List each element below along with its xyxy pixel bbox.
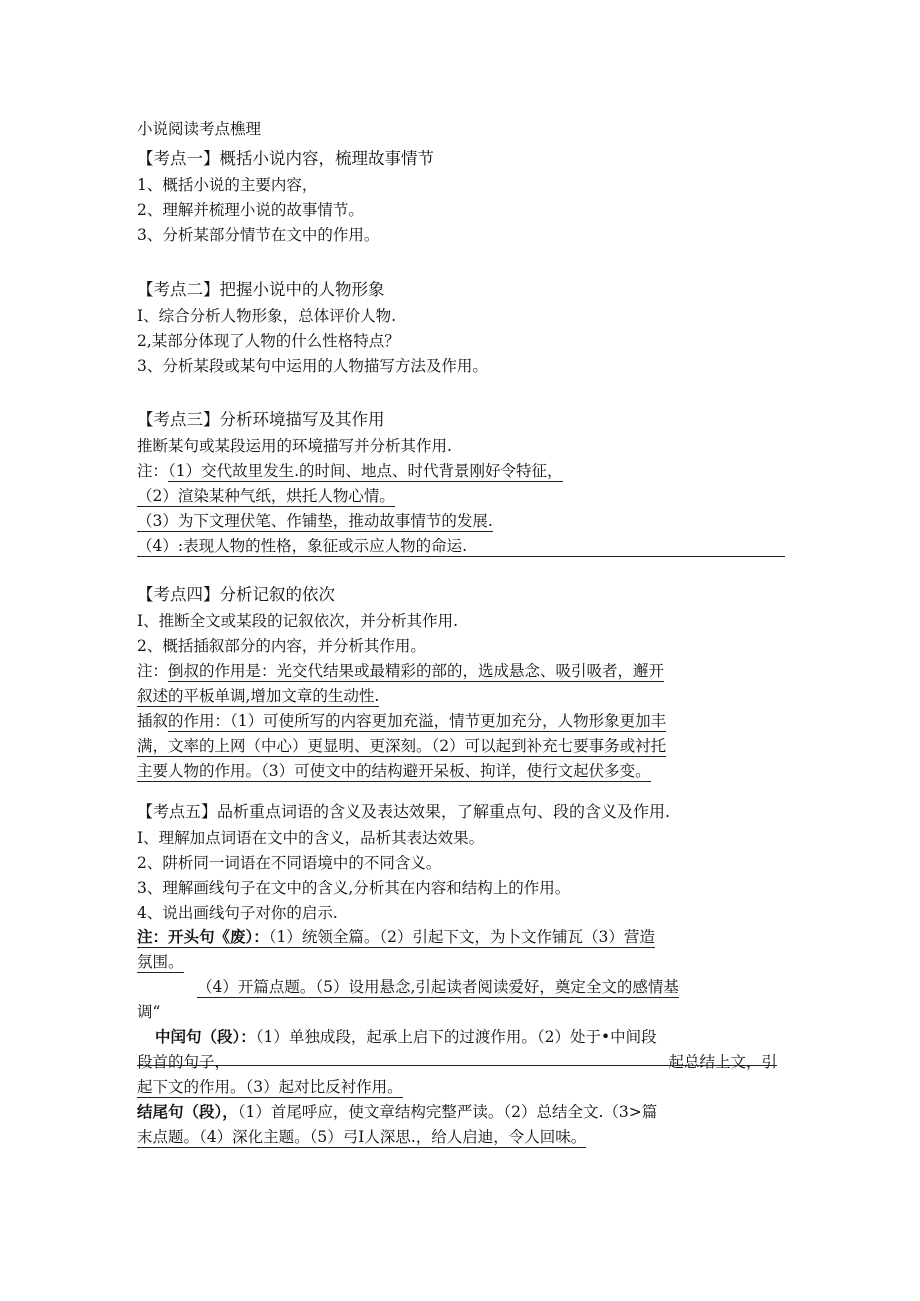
- opening-note-2: [137, 951, 184, 973]
- ending-text: 末点题。（4）深化主题。（5）弓I人深思.，给人启迪，令人回味。: [137, 1128, 587, 1146]
- ending-label: 结尾句（段），: [137, 1103, 238, 1121]
- section-4-insert-3: [137, 760, 651, 782]
- opening-text: （4）开篇点题。（5）设用悬念,引起读者阅读爱好，奠定全文的感情基: [197, 978, 679, 996]
- divider-line: [137, 1065, 777, 1066]
- section-1-item: 3、分析某部分情节在文中的作用。: [137, 226, 380, 244]
- section-3-note-3: [137, 510, 493, 532]
- middle-note-3: [137, 1076, 403, 1098]
- note-text: （1）交代故里发生.的时间、地点、时代背景刚好令特征，: [168, 462, 563, 480]
- opening-text: （1）统领全篇。（2）引起下文，为卜文作铺瓦（3）营造: [268, 928, 655, 946]
- section-3-heading: 【考点三】分析环境描写及其作用: [137, 410, 385, 429]
- section-3-note-4: （4）:表现人物的性格，象征或示应人物的命运.: [137, 537, 468, 555]
- note-prefix: 注：: [137, 662, 169, 680]
- middle-text: 段首的句子，: [137, 1053, 231, 1071]
- page-title: 小说阅读考点樵理: [137, 120, 262, 138]
- note-text: 叙述的平板单调,增加文章的生动性.: [137, 687, 380, 705]
- middle-text: 起总结上文，引: [668, 1053, 777, 1071]
- opening-label: 注：开头句《废）：: [137, 928, 269, 946]
- middle-note-2: [137, 1051, 777, 1073]
- section-5-item: I、理解加点词语在文中的含义，品析其表达效果。: [137, 829, 485, 847]
- ending-text: （1）首尾呼应，使文章结构完整严读。（2）总结全文.（3>篇: [237, 1103, 658, 1121]
- note-text: （3）为下文理伏笔、作铺垫，推动故事情节的发展.: [137, 512, 493, 530]
- section-1-item: 1、概括小说的主要内容，: [137, 176, 318, 194]
- section-4-insert-2: [137, 735, 666, 757]
- section-4-note-1: [137, 660, 664, 682]
- section-1-heading: 【考点一】概括小说内容，梳理故事情节: [137, 149, 434, 168]
- opening-note-3: [197, 976, 679, 998]
- section-2-item: 2,某部分体现了人物的什么性格特点？: [137, 332, 400, 350]
- middle-text: （1）单独成段，起承上启下的过渡作用。（2）处于•中间段: [255, 1028, 657, 1046]
- section-3-note-1: [137, 460, 563, 482]
- divider-line: [137, 556, 785, 557]
- section-2-item: I、综合分析人物形象，总体评价人物.: [137, 307, 397, 325]
- opening-text: 氛围。: [137, 953, 184, 971]
- section-2-heading: 【考点二】把握小说中的人物形象: [137, 280, 385, 299]
- middle-label: 中闰句（段）：: [155, 1028, 256, 1046]
- middle-text: 起下文的作用。（3）起对比反衬作用。: [137, 1078, 403, 1096]
- section-1-item: 2、理解并梳理小说的故事情节。: [137, 201, 364, 219]
- section-4-heading: 【考点四】分析记叙的依次: [137, 585, 335, 604]
- section-5-item: 2、阱析同一词语在不同语境中的不同含义。: [137, 854, 442, 872]
- section-4-insert-1: [137, 710, 666, 732]
- section-5-item: 4、说出画线句子对你的启示.: [137, 904, 338, 922]
- ending-note-2: [137, 1126, 586, 1148]
- opening-note-4: 调“: [137, 1003, 161, 1021]
- middle-note-1: [155, 1026, 657, 1048]
- note-text: （2）渲染某种气纸，烘托人物心情。: [137, 487, 395, 505]
- section-3-note-2: [137, 485, 395, 507]
- insert-text: 的作用：（1）可使所写的内容更加充溢，情节更加充分，人物形象更加丰: [168, 712, 667, 730]
- insert-text: 满，文率的上网（中心）更显明、更深刻。（2）可以起到补充七要事务或衬托: [137, 737, 667, 755]
- note-prefix: 注：: [137, 462, 169, 480]
- insert-label: 插叙: [137, 712, 169, 730]
- ending-note-1: [137, 1101, 657, 1123]
- opening-note-1: [137, 926, 655, 948]
- section-2-item: 3、分析某段或某句中运用的人物描写方法及作用。: [137, 357, 488, 375]
- insert-text: 主要人物的作用。（3）可使文中的结构避开呆板、拘详，使行文起伏多变。: [137, 762, 651, 780]
- note-text: 倒叔的作用是：光交代结果或最精彩的部的，选成悬念、吸引吸者，邂开: [168, 662, 665, 680]
- section-4-note-2: [137, 685, 379, 707]
- section-4-item: I、推断全文或某段的记叙依次，并分析其作用.: [137, 612, 459, 630]
- section-5-heading: 【考点五】品析重点词语的含义及表达效果，了解重点句、段的含义及作用.: [137, 802, 671, 821]
- section-3-intro: 推断某句或某段运用的环境描写并分析其作用.: [137, 437, 452, 455]
- section-5-item: 3、理解画线句子在文中的含义,分析其在内容和结构上的作用。: [137, 879, 571, 897]
- section-4-item: 2、概括插叙部分的内容，并分析其作用。: [137, 637, 426, 655]
